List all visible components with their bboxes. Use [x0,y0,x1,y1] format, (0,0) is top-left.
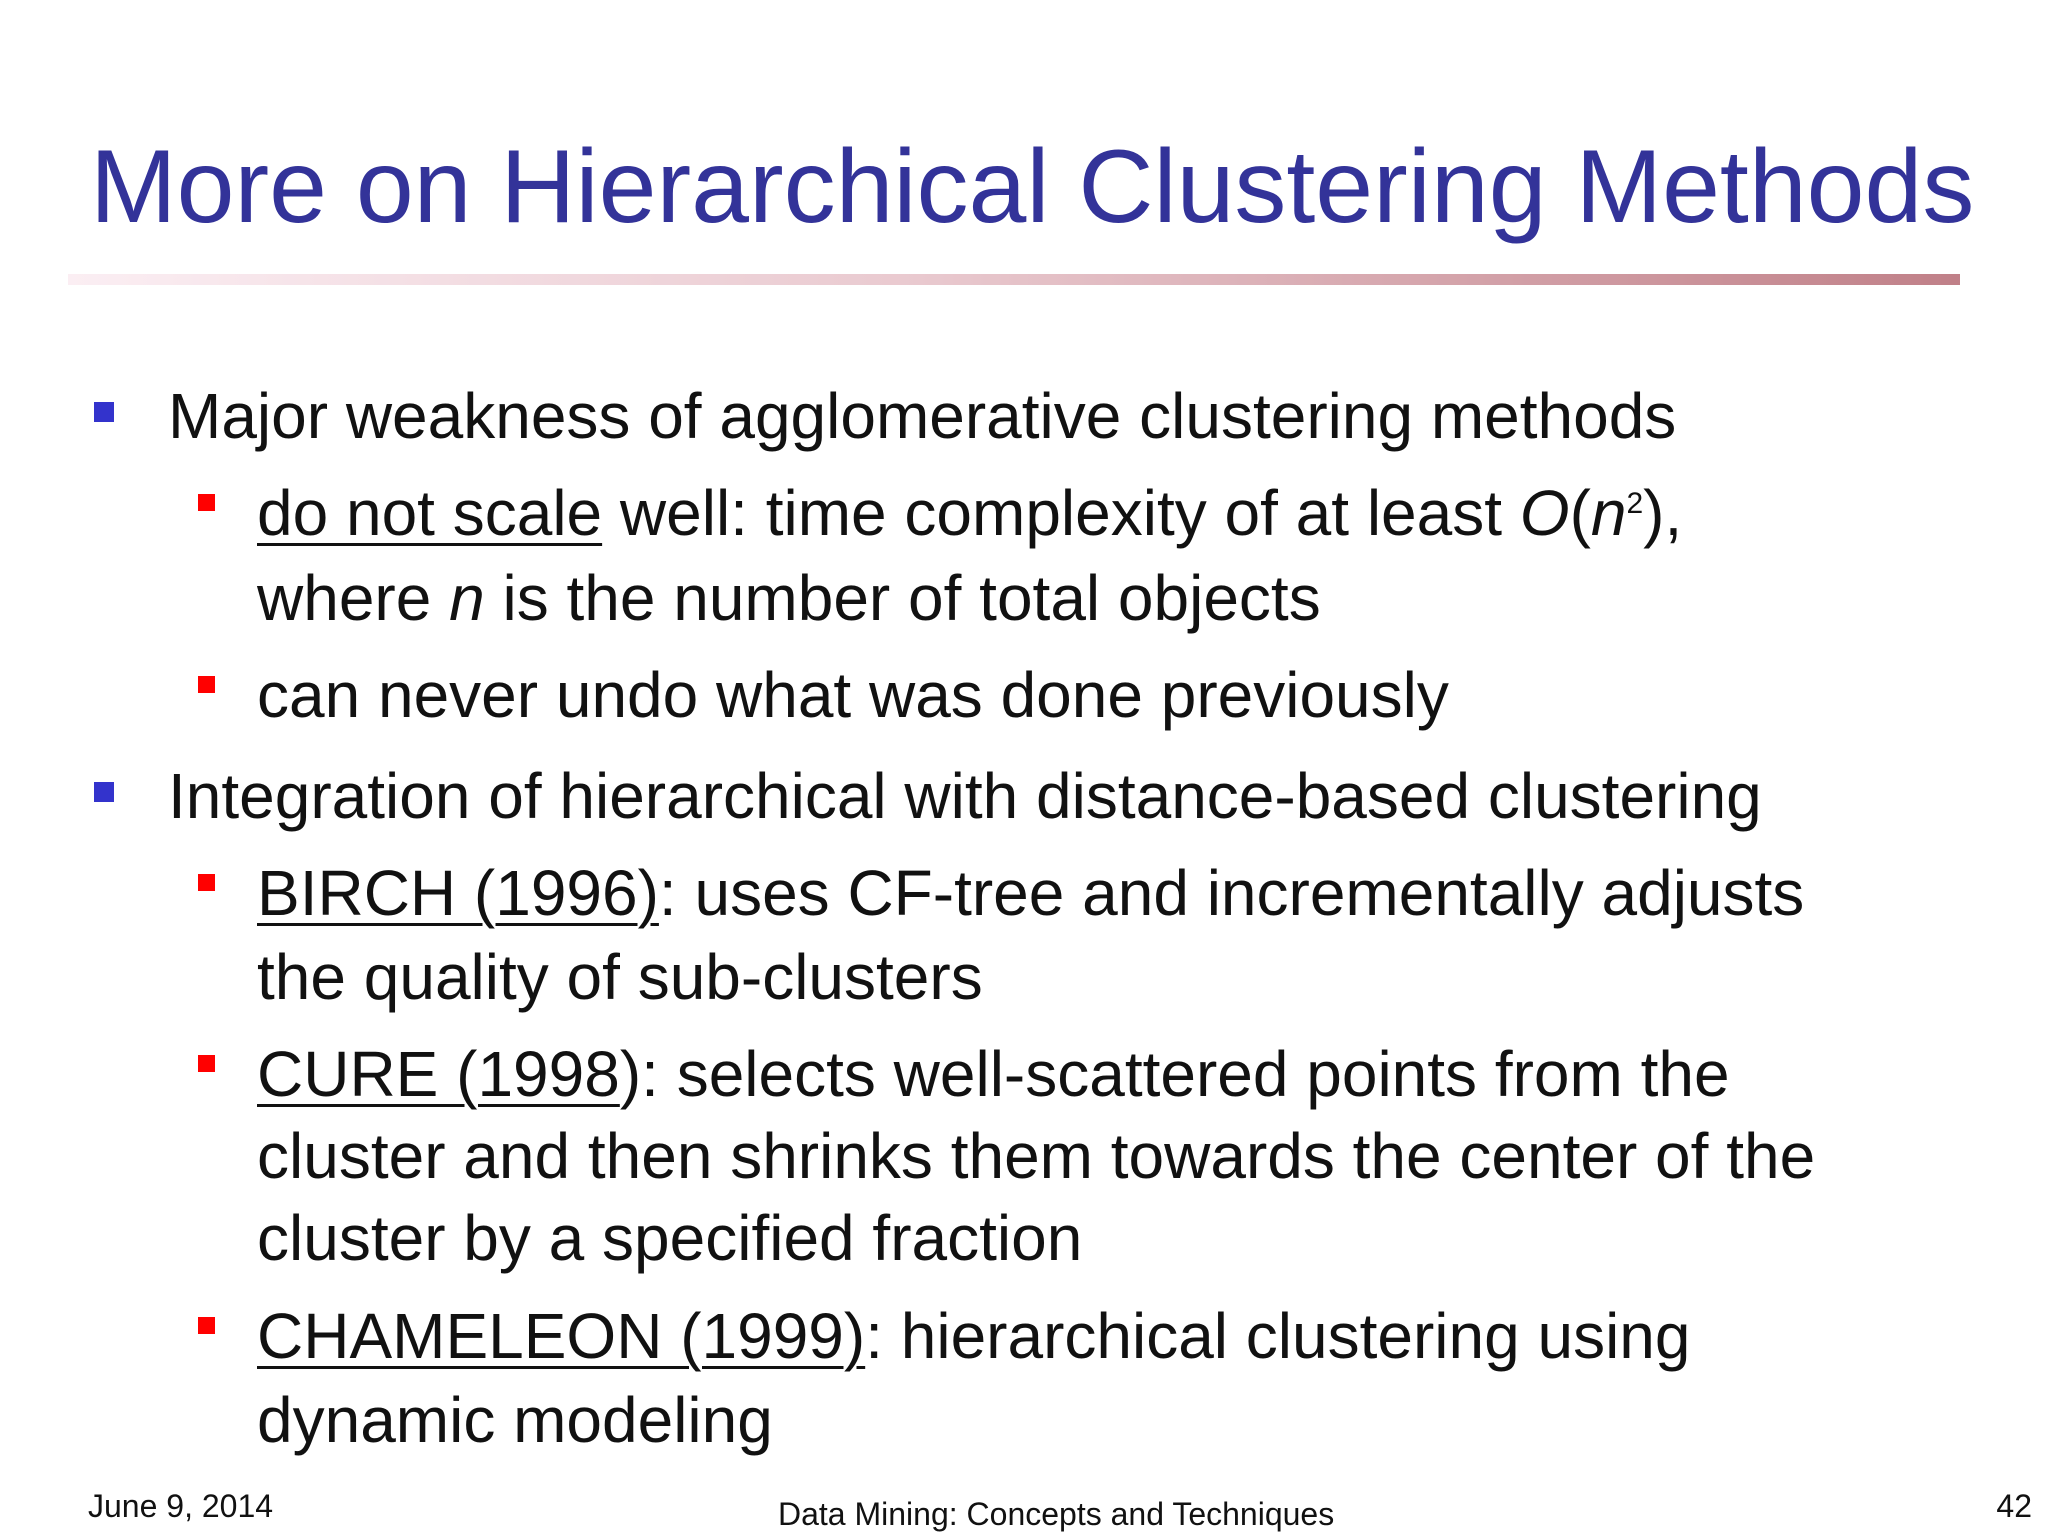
footer-date: June 9, 2014 [88,1488,274,1524]
bullet-square-icon [94,402,114,422]
sub-bullet-2-3-line-1 [257,1296,1690,1376]
sub-bullet-1-1-line-1 [257,473,1682,553]
sub-bullet-square-icon [198,1055,215,1072]
do-not-scale-link[interactable]: do not scale [257,477,603,549]
slide-number: 42 [1996,1488,2032,1524]
birch-link[interactable]: BIRCH (1996) [257,857,659,929]
title-divider [68,274,1960,285]
math-n: n [449,562,485,634]
text-segment-end: is the number of total objects [484,562,1321,634]
math-O: O [1519,477,1570,549]
sub-bullet-square-icon [198,676,215,693]
text-segment: : hierarchical clustering using [865,1300,1691,1372]
sub-bullet-2-1-line-1 [257,853,1804,933]
sub-bullet-2-1-line-2: the quality of sub-clusters [257,941,983,1013]
sub-bullet-square-icon [198,494,215,511]
exponent: 2 [1626,487,1644,520]
bullet-2-text: Integration of hierarchical with distance-based clustering [168,760,1762,832]
bullet-square-icon [94,782,114,802]
sub-bullet-square-icon [198,874,215,891]
text-segment: well: time complexity of at least [602,477,1520,549]
text-segment: where [257,562,450,634]
footer-title: Data Mining: Concepts and Techniques [778,1496,1335,1532]
sub-bullet-2-3-line-2: dynamic modeling [257,1384,773,1456]
text-segment-end: ), [1643,477,1683,549]
sub-bullet-2-2-line-3: cluster by a specified fraction [257,1202,1083,1274]
text-segment: : uses CF-tree and incrementally adjusts [658,857,1805,929]
sub-bullet-2-2-line-1 [257,1034,1730,1114]
bullet-1-text: Major weakness of agglomerative clustering methods [168,380,1677,452]
slide-title: More on Hierarchical Clustering Methods [90,129,1975,245]
sub-bullet-2-2-line-2: cluster and then shrinks them towards the center of the [257,1120,1816,1192]
sub-bullet-square-icon [198,1317,215,1334]
math-n: n [1590,477,1627,549]
chameleon-link[interactable]: CHAMELEON (1999) [257,1300,866,1372]
sub-bullet-1-1-line-2 [257,558,1321,638]
sub-bullet-1-2-text: can never undo what was done previously [257,659,1449,731]
cure-link[interactable]: CURE (1998 [257,1038,620,1110]
paren-open: ( [1569,477,1591,549]
text-segment: ): selects well-scattered points from the [619,1038,1730,1110]
